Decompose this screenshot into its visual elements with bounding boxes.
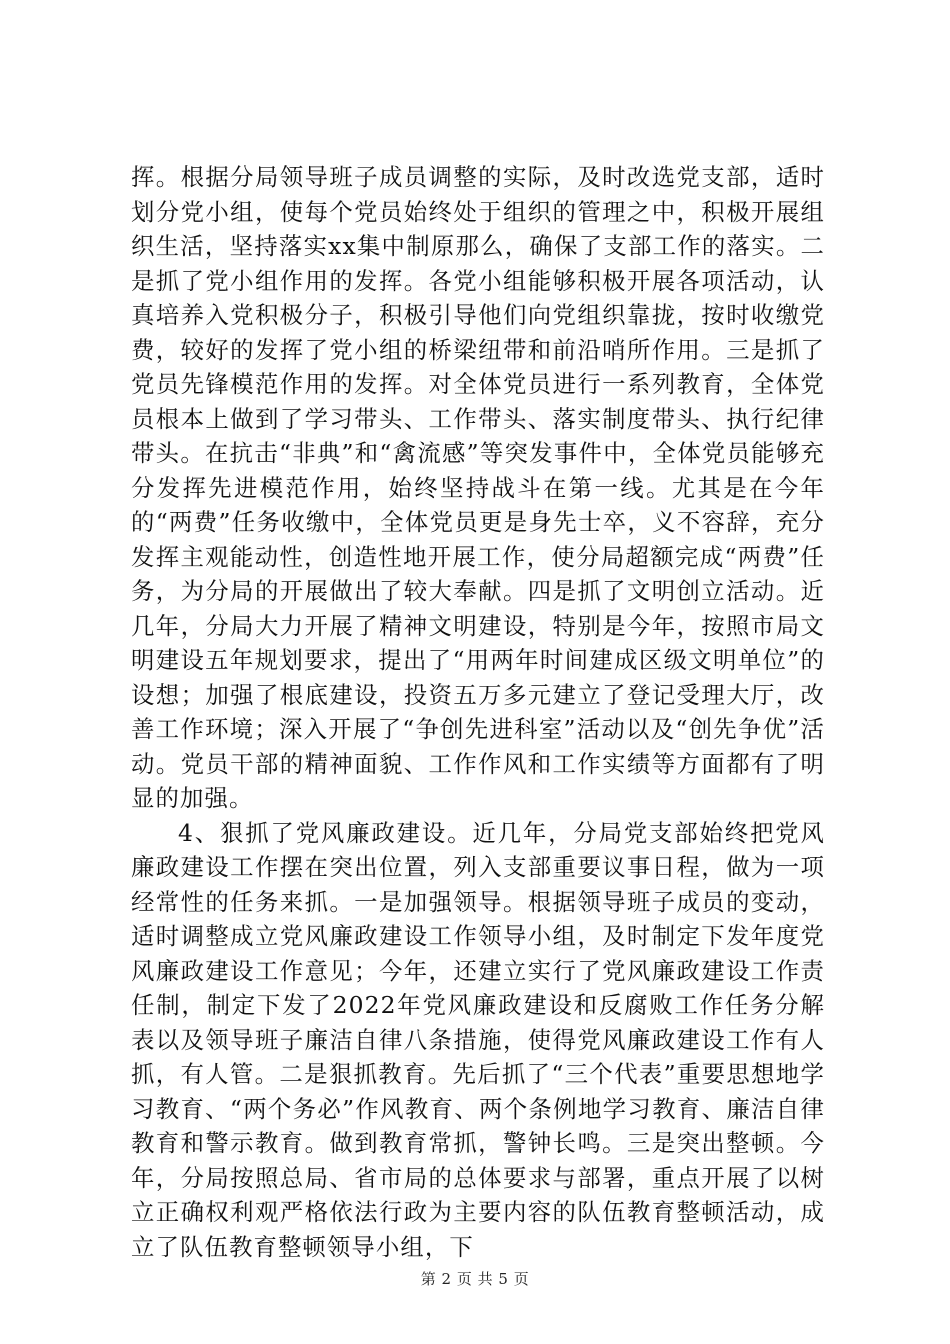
paragraph-party-conduct: 4、狠抓了党风廉政建设。近几年，分局党支部始终把党风廉政建设工作摆在突出位置，列入支部重要议事日程，做为一项经常性的任务来抓。一是加强领导。根据领导班子成员的变动，适时调整成立党风廉政建设工作领导小组，及时制定下发年度党风廉政建设工作意见；今年，还建立实行了党风廉政建设工作责任制，制定下发了2022年党风廉政建设和反腐败工作任务分解表以及领导班子廉洁自律八条措施，使得党风廉政建设工作有人抓，有人管。二是狠抓教育。先后抓了“三个代表”重要思想地学习教育、“两个务必”作风教育、两个条例地学习教育、廉洁自律教育和警示教育。做到教育常抓，警钟长鸣。三是突出整顿。今年，分局按照总局、省市局的总体要求与部署，重点开展了以树立正确权利观严格依法行政为主要内容的队伍教育整顿活动，成立了队伍教育整顿领导小组，下	[131, 818, 825, 1261]
page-number-footer: 第 2 页 共 5 页	[420, 1270, 530, 1288]
paragraph-continuation: 挥。根据分局领导班子成员调整的实际，及时改选党支部，适时划分党小组，使每个党员始终处于组织的管理之中，积极开展组织生活，坚持落实xx集中制原那么，确保了支部工作的落实。二是抓了党小组作用的发挥。各党小组能够积极开展各项活动，认真培养入党积极分子，积极引导他们向党组织靠拢，按时收缴党费，较好的发挥了党小组的桥梁纽带和前沿哨所作用。三是抓了党员先锋模范作用的发挥。对全体党员进行一系列教育，全体党员根本上做到了学习带头、工作带头、落实制度带头、执行纪律带头。在抗击“非典”和“禽流感”等突发事件中，全体党员能够充分发挥先进模范作用，始终坚持战斗在第一线。尤其是在今年的“两费”任务收缴中，全体党员更是身先士卒，义不容辞，充分发挥主观能动性，创造性地开展工作，使分局超额完成“两费”任务，为分局的开展做出了较大奉献。四是抓了文明创立活动。近几年，分局大力开展了精神文明建设，特别是今年，按照市局文明建设五年规划要求，提出了“用两年时间建成区级文明单位”的设想；加强了根底建设，投资五万多元建立了登记受理大厅，改善工作环境；深入开展了“争创先进科室”活动以及“创先争优”活动。党员干部的精神面貌、工作作风和工作实绩等方面都有了明显的加强。	[131, 163, 825, 812]
document-body	[131, 160, 825, 1264]
